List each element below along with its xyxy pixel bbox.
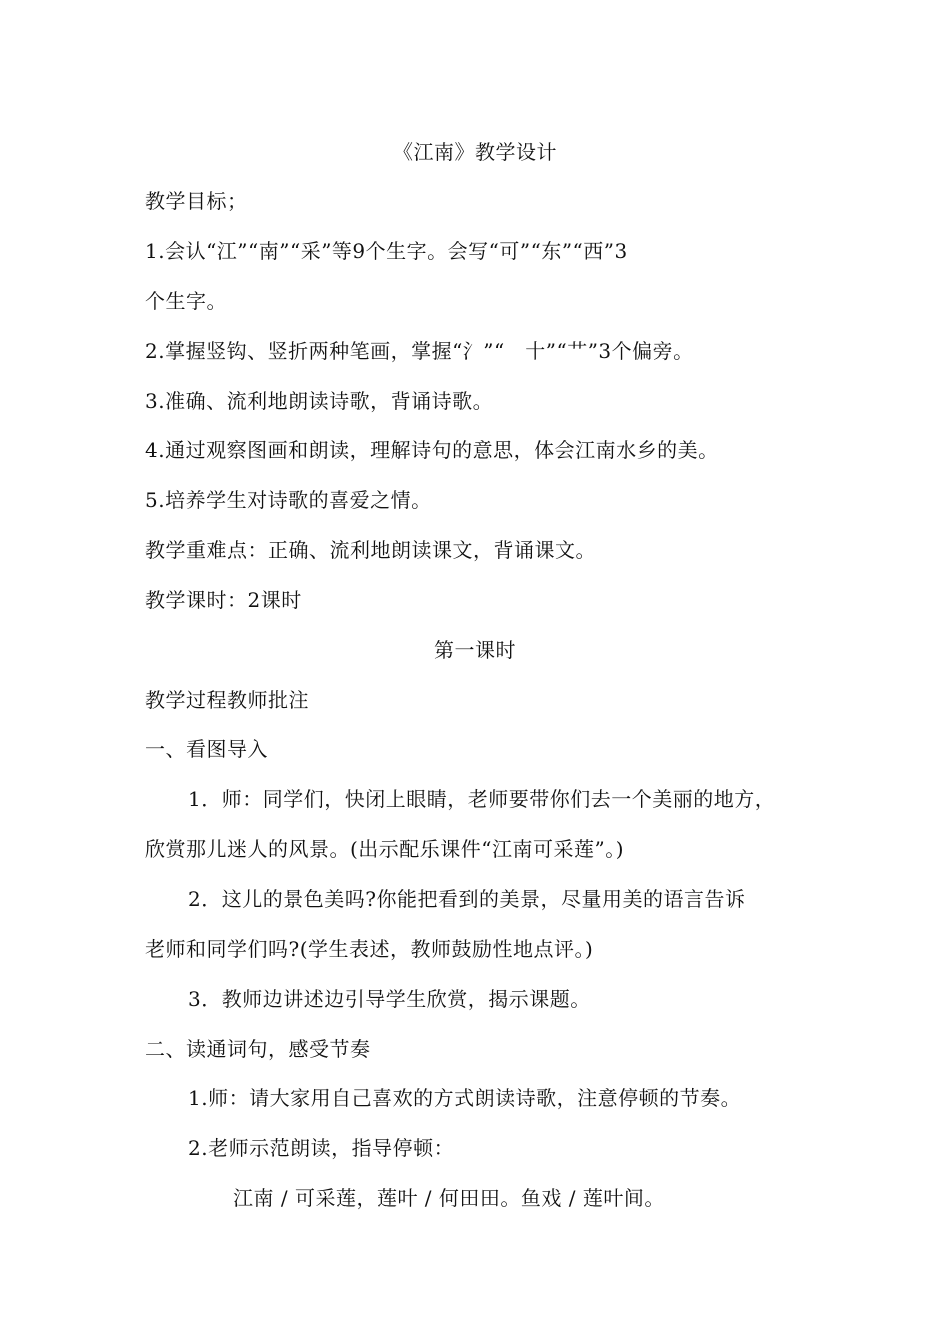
section-1-item-2: 2．这儿的景色美吗?你能把看到的美景，尽量用美的语言告诉 [188,887,746,911]
objective-item-2: 2.掌握竖钩、竖折两种笔画，掌握“氵”“ 十”“艹”3个偏旁。 [145,339,694,363]
section-2-item-1: 1.师：请大家用自己喜欢的方式朗读诗歌，注意停顿的节奏。 [188,1086,742,1110]
section-2-heading: 二、读通词句，感受节奏 [145,1037,371,1061]
section-2-item-2: 2.老师示范朗读，指导停顿： [188,1136,455,1160]
objective-item-1: 1.会认“江”“南”“采”等9个生字。会写“可”“东”“西”3 [145,239,628,263]
objective-item-5: 5.培养学生对诗歌的喜爱之情。 [145,488,432,512]
objective-item-1-continued: 个生字。 [145,289,227,313]
section-1-item-2-continued: 老师和同学们吗?(学生表述，教师鼓励性地点评。) [145,937,594,961]
lesson-heading: 第一课时 [434,638,516,662]
poem-line: 江南 / 可采莲，莲叶 / 何田田。鱼戏 / 莲叶间。 [233,1186,665,1210]
section-1-item-1-continued: 欣赏那儿迷人的风景。(出示配乐课件“江南可采莲”。) [145,837,625,861]
class-hours: 教学课时：2课时 [145,588,302,612]
key-points: 教学重难点：正确、流利地朗读课文，背诵课文。 [145,538,596,562]
document-title: 《江南》教学设计 [393,140,557,164]
section-1-item-3: 3．教师边讲述边引导学生欣赏，揭示课题。 [188,987,591,1011]
process-heading: 教学过程教师批注 [145,688,309,712]
objective-item-4: 4.通过观察图画和朗读，理解诗句的意思，体会江南水乡的美。 [145,438,719,462]
section-1-item-1: 1．师：同学们，快闭上眼睛，老师要带你们去一个美丽的地方， [188,787,776,811]
objective-item-3: 3.准确、流利地朗读诗歌，背诵诗歌。 [145,389,494,413]
section-1-heading: 一、看图导入 [145,737,268,761]
objectives-heading: 教学目标； [145,189,248,213]
